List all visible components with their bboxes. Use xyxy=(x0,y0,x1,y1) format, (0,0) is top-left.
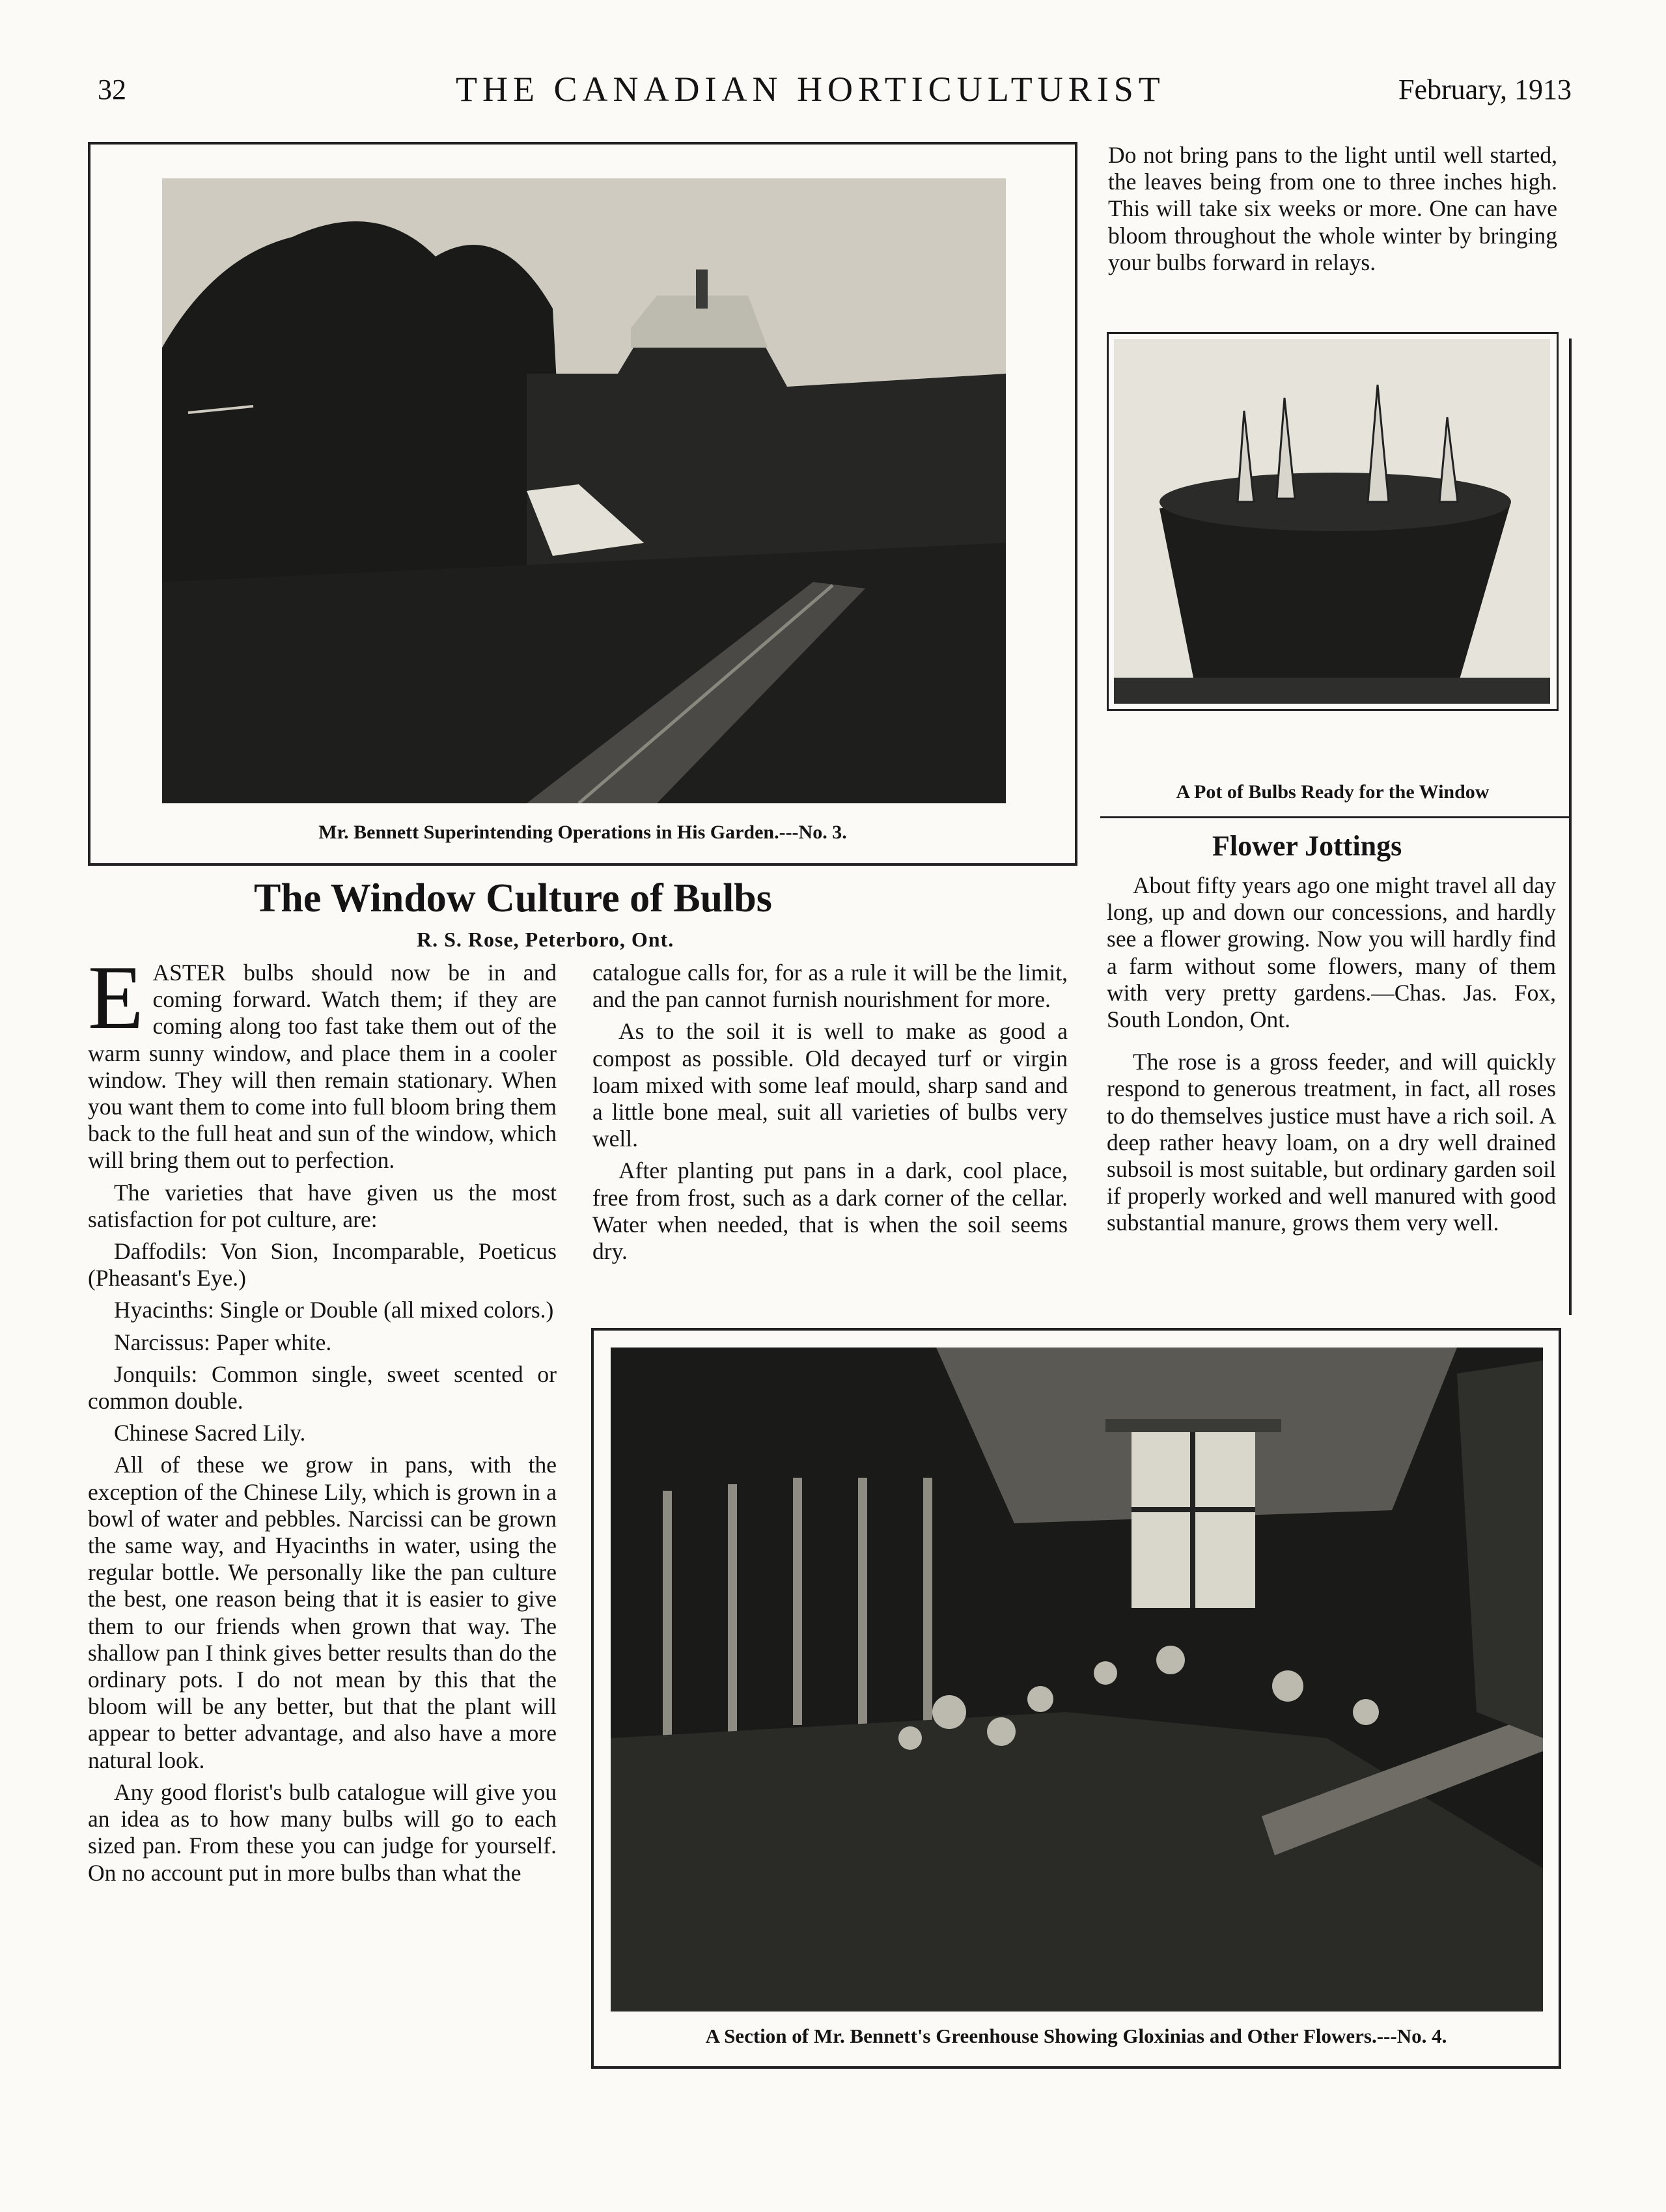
paragraph: Narcissus: Paper white. xyxy=(114,1329,332,1355)
paragraph: All of these we grow in pans, with the exception of the Chinese Lily, which is grown in a bowl of water and pebbles. Narcissi can be grown the same way, and Hyacinths in water, using the regular bottle. We personally like the pan culture the best, one reason being that it is easier to give them to our friends when grown that way. The shallow pan I think gives better results than do the ordinary pots. I do not mean by this that the bloom will be any better, but that the plant will appear to better advantage, and also have a more natural look. xyxy=(88,1452,557,1773)
article-column-1 xyxy=(88,947,557,1887)
article-column-2 xyxy=(592,960,1068,1265)
jottings-title: Flower Jottings xyxy=(1212,830,1402,862)
pot-caption-rule xyxy=(1100,816,1569,818)
page-number: 32 xyxy=(98,74,126,105)
paragraph: As to the soil it is well to make as good a compost as possible. Old decayed turf or virgin loam mixed with some leaf mould, sharp sand and a little bone meal, suit all varieties of bulbs very well. xyxy=(592,1018,1068,1152)
pot-caption: A Pot of Bulbs Ready for the Window xyxy=(1176,781,1490,803)
jottings-column xyxy=(1107,872,1556,1237)
issue-date: February, 1913 xyxy=(1398,74,1572,105)
right-column-rule xyxy=(1569,339,1572,1315)
title-rule xyxy=(88,863,1077,866)
greenhouse-photo xyxy=(611,1348,1543,2012)
masthead: THE CANADIAN HORTICULTURIST xyxy=(456,70,1165,109)
garden-photo xyxy=(162,178,1006,803)
garden-figure xyxy=(88,142,1077,866)
paragraph-text: ASTER bulbs should now be in and coming forward. Watch them; if they are coming along too fast take them out of the warm sunny window, and place them in a cooler window. They will then remain stationary. When you want them to come into full bloom bring them back to the full heat and sun of the window, which will bring them out to perfection. xyxy=(88,960,557,1174)
paragraph: The varieties that have given us the most satisfaction for pot culture, are: xyxy=(88,1179,557,1232)
top-right-text: Do not bring pans to the light until well started, the leaves being from one to three inches high. This will take six weeks or more. One can have bloom throughout the whole winter by bringing your bulbs forward in relays. xyxy=(1108,142,1557,275)
pot-photo-illustration xyxy=(1114,339,1550,704)
pot-photo xyxy=(1114,339,1550,704)
paragraph: Jonquils: Common single, sweet scented or common double. xyxy=(88,1361,557,1415)
drop-cap: E xyxy=(88,947,144,1048)
greenhouse-figure xyxy=(591,1328,1561,2069)
paragraph: Chinese Sacred Lily. xyxy=(114,1420,306,1446)
greenhouse-photo-illustration xyxy=(611,1348,1543,2012)
article-byline: R. S. Rose, Peterboro, Ont. xyxy=(417,928,674,951)
paragraph: About fifty years ago one might travel all day long, up and down our concessions, and hardly see a flower growing. Now you will hardly find a farm without some flowers, many of them with very pretty gardens.—Chas. Jas. Fox, South London, Ont. xyxy=(1107,872,1556,1033)
pot-figure xyxy=(1107,332,1559,711)
paragraph xyxy=(88,947,557,1174)
garden-caption: Mr. Bennett Superintending Operations in His Garden.---No. 3. xyxy=(318,822,847,843)
paragraph: catalogue calls for, for as a rule it will be the limit, and the pan cannot furnish nourishment for more. xyxy=(592,960,1068,1013)
greenhouse-caption: A Section of Mr. Bennett's Greenhouse Showing Gloxinias and Other Flowers.---No. 4. xyxy=(705,2025,1447,2047)
paragraph: Daffodils: Von Sion, Incomparable, Poeticus (Pheasant's Eye.) xyxy=(88,1238,557,1292)
top-right-paragraph xyxy=(1108,142,1557,276)
paragraph: Any good florist's bulb catalogue will give you an idea as to how many bulbs will go to each sized pan. From these you can judge for yourself. On no account put in more bulbs than what the xyxy=(88,1778,557,1886)
paragraph: After planting put pans in a dark, cool place, free from frost, such as a dark corner of the cellar. Water when needed, that is when the soil seems dry. xyxy=(592,1157,1068,1265)
paragraph: Hyacinths: Single or Double (all mixed colors.) xyxy=(114,1297,554,1323)
article-title: The Window Culture of Bulbs xyxy=(254,876,772,920)
paragraph: The rose is a gross feeder, and will quickly respond to generous treatment, in fact, all roses to do themselves justice must have a rich soil. A deep rather heavy loam, on a dry well drained subsoil is most suitable, but ordinary garden soil if properly worked and well manured with good substantial manure, grows them very well. xyxy=(1107,1049,1556,1236)
garden-photo-illustration xyxy=(162,178,1006,803)
